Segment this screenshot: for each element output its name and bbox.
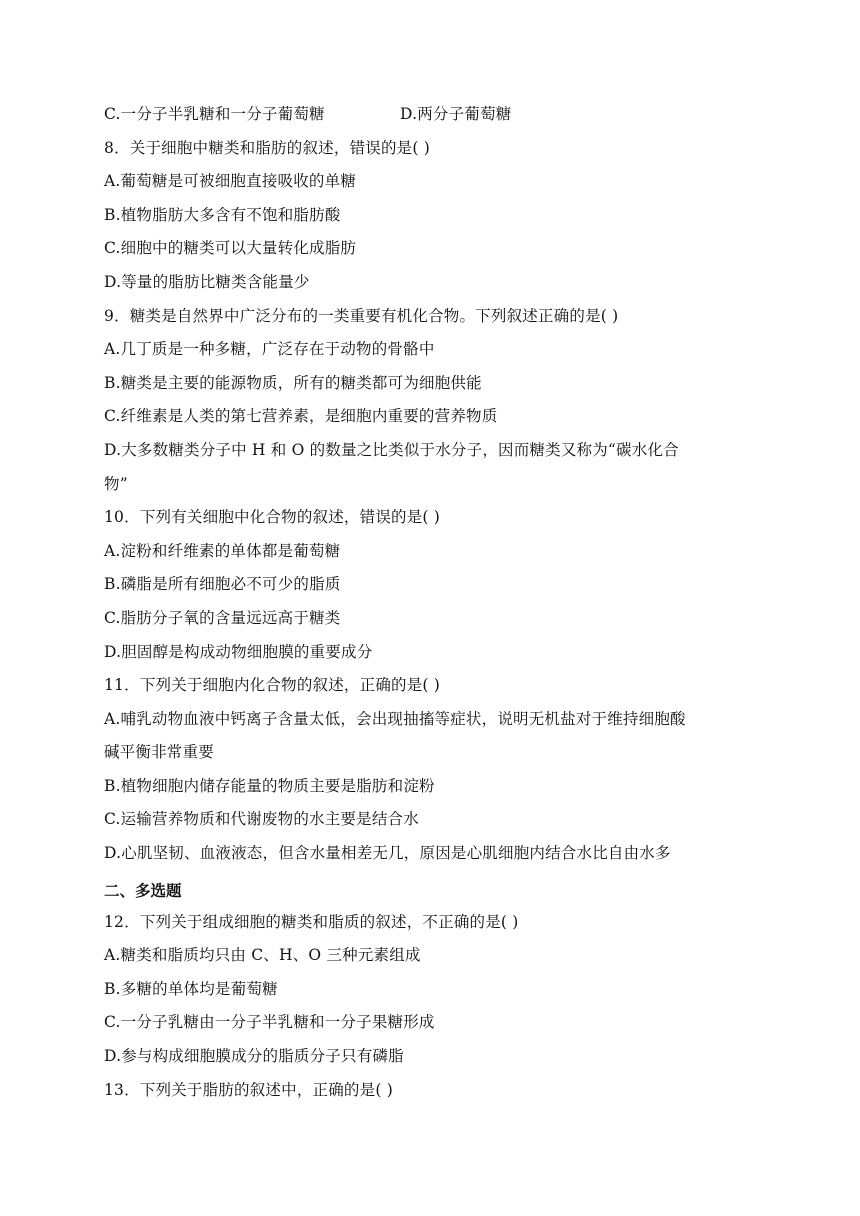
q9-option-d-line1: D.大多数糖类分子中 H 和 O 的数量之比类似于水分子，因而糖类又称为“碳水化合 [104,440,679,459]
q12-option-c: C.一分子乳糖由一分子半乳糖和一分子果糖形成 [104,1013,435,1032]
q11-option-a-line2: 碱平衡非常重要 [104,743,214,762]
q7-option-d: D.两分子葡萄糖 [400,105,512,123]
q10-option-b: B.磷脂是所有细胞必不可少的脂质 [104,575,341,594]
q9-option-c: C.纤维素是人类的第七营养素，是细胞内重要的营养物质 [104,407,498,426]
q11-option-c: C.运输营养物质和代谢废物的水主要是结合水 [104,810,419,829]
section-title-multi-choice: 二、多选题 [104,881,182,900]
q11-option-b: B.植物细胞内储存能量的物质主要是脂肪和淀粉 [104,776,435,795]
q8-option-a: A.葡萄糖是可被细胞直接吸收的单糖 [104,172,357,191]
q12-stem: 12．下列关于组成细胞的糖类和脂质的叙述，不正确的是( ) [104,912,519,931]
q9-option-d-line2: 物” [104,474,128,493]
q7-options-row [104,98,764,132]
q8-option-b: B.植物脂肪大多含有不饱和脂肪酸 [104,205,341,224]
q12-option-b: B.多糖的单体均是葡萄糖 [104,979,278,998]
q9-option-a: A.几丁质是一种多糖，广泛存在于动物的骨骼中 [104,340,435,359]
q10-option-c: C.脂肪分子氧的含量远远高于糖类 [104,608,341,627]
q8-stem: 8．关于细胞中糖类和脂肪的叙述，错误的是( ) [104,138,430,157]
q10-option-a: A.淀粉和纤维素的单体都是葡萄糖 [104,541,341,560]
q8-option-d: D.等量的脂肪比糖类含能量少 [104,272,310,291]
q7-option-c: C.一分子半乳糖和一分子葡萄糖 [104,105,325,123]
q11-option-a-line1: A.哺乳动物血液中钙离子含量太低，会出现抽搐等症状，说明无机盐对于维持细胞酸 [104,709,686,728]
exam-page [104,98,764,1107]
q11-stem: 11．下列关于细胞内化合物的叙述，正确的是( ) [104,676,441,695]
q11-option-d: D.心肌坚韧、血液液态，但含水量相差无几，原因是心肌细胞内结合水比自由水多 [104,844,671,863]
q10-option-d: D.胆固醇是构成动物细胞膜的重要成分 [104,642,373,661]
q12-option-d: D.参与构成细胞膜成分的脂质分子只有磷脂 [104,1047,404,1066]
q13-stem: 13．下列关于脂肪的叙述中，正确的是( ) [104,1080,393,1099]
q10-stem: 10．下列有关细胞中化合物的叙述，错误的是( ) [104,508,441,527]
q9-option-b: B.糖类是主要的能源物质，所有的糖类都可为细胞供能 [104,373,482,392]
q9-stem: 9．糖类是自然界中广泛分布的一类重要有机化合物。下列叙述正确的是( ) [104,306,619,325]
q8-option-c: C.细胞中的糖类可以大量转化成脂肪 [104,239,357,258]
q12-option-a: A.糖类和脂质均只由 C、H、O 三种元素组成 [104,946,421,965]
